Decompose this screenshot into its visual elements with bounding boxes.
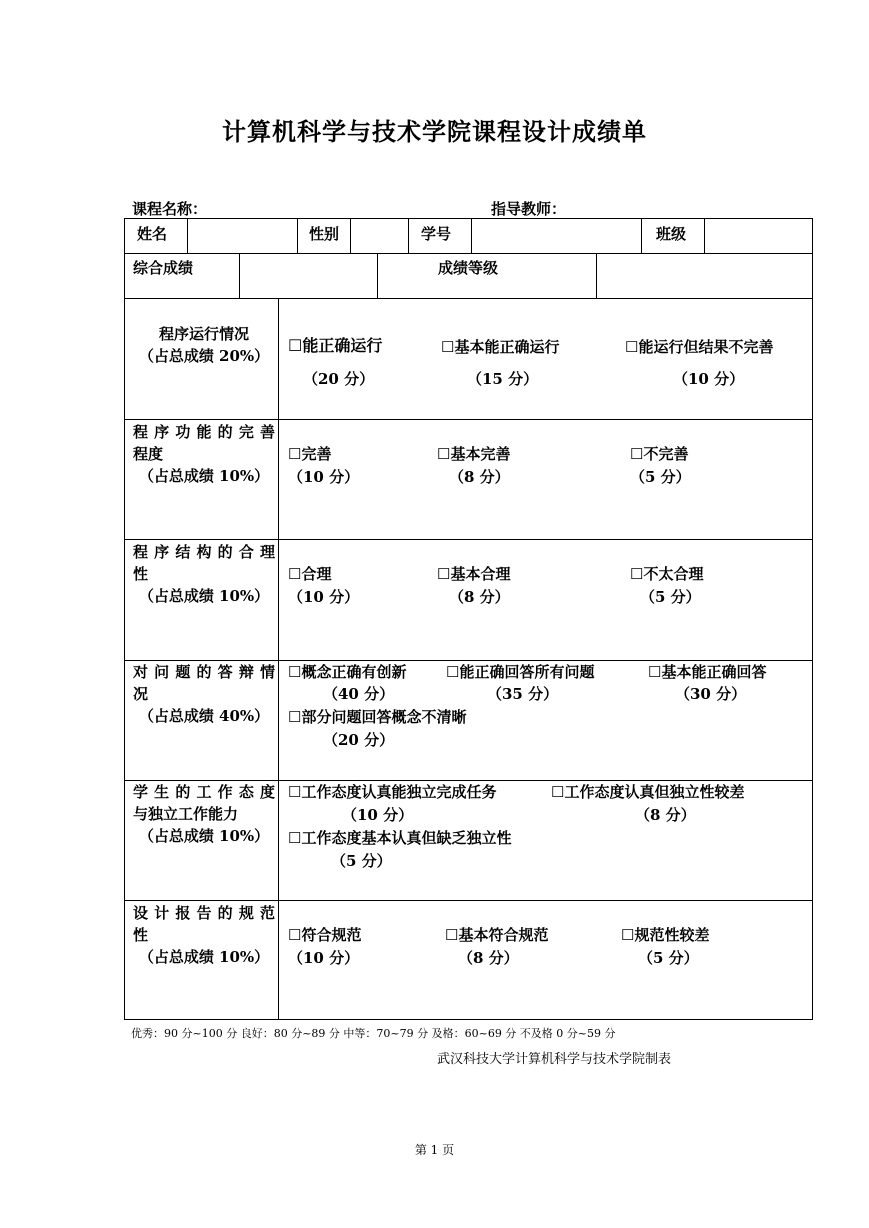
option-basic-reasonable[interactable]: ☐基本合理 [437,565,511,583]
criterion-label-report: 设计报告的规范 性 （占总成绩 10%） [133,904,275,966]
option-reasonable[interactable]: ☐合理 [288,565,332,583]
page-title: 计算机科学与技术学院课程设计成绩单 [222,117,647,146]
score-5: （5 分） [638,949,699,967]
page-number: 第 1 页 [414,1143,455,1157]
checkbox-icon: ☐ [288,336,303,355]
checkbox-icon: ☐ [625,338,639,356]
checkbox-icon: ☐ [630,565,644,583]
option-complete[interactable]: ☐完善 [288,445,332,463]
student-id-label: 学号 [421,225,452,243]
option-partial-unclear[interactable]: ☐部分问题回答概念不清晰 [288,708,467,726]
option-basic-standard[interactable]: ☐基本符合规范 [445,926,549,944]
checkbox-icon: ☐ [288,926,302,944]
class-label: 班级 [656,225,687,243]
option-basic-serious[interactable]: ☐工作态度基本认真但缺乏独立性 [288,829,512,847]
checkbox-icon: ☐ [630,445,644,463]
teacher-label: 指导教师： [491,200,567,218]
score-20: （20 分） [303,370,375,388]
gender-label: 性别 [309,225,340,243]
criterion-label-function: 程序功能的完善 程度 （占总成绩 10%） [133,423,275,485]
course-name-label: 课程名称： [132,200,208,218]
score-15: （15 分） [467,370,539,388]
name-label: 姓名 [137,225,168,243]
score-5: （5 分） [331,852,392,870]
grading-scale-note: 优秀：90 分~100 分 良好：80 分~89 分 中等：70~79 分 及格：60~69 分 不及格 0 分~59 分 [131,1027,616,1040]
checkbox-icon: ☐ [446,663,460,681]
option-serious-less-independent[interactable]: ☐工作态度认真但独立性较差 [551,783,745,801]
checkbox-icon: ☐ [437,445,451,463]
option-standard[interactable]: ☐符合规范 [288,926,362,944]
checkbox-icon: ☐ [551,783,565,801]
option-run-incomplete[interactable]: ☐能运行但结果不完善 [625,338,774,356]
checkbox-icon: ☐ [437,565,451,583]
option-correct-run[interactable]: ☐能正确运行 [288,336,383,355]
option-basic-complete[interactable]: ☐基本完善 [437,445,511,463]
score-10: （10 分） [342,806,414,824]
option-poor-standard[interactable]: ☐规范性较差 [621,926,710,944]
option-not-reasonable[interactable]: ☐不太合理 [630,565,704,583]
option-answer-all[interactable]: ☐能正确回答所有问题 [446,663,595,681]
score-5: （5 分） [640,588,701,606]
score-40: （40 分） [323,685,395,703]
score-8: （8 分） [635,806,696,824]
option-basic-correct-run[interactable]: ☐基本能正确运行 [441,338,560,356]
score-20: （20 分） [323,731,395,749]
option-incomplete[interactable]: ☐不完善 [630,445,689,463]
score-8: （8 分） [449,468,510,486]
checkbox-icon: ☐ [288,829,302,847]
checkbox-icon: ☐ [288,708,302,726]
checkbox-icon: ☐ [445,926,459,944]
score-10: （10 分） [288,468,360,486]
grade-level-label: 成绩等级 [438,259,499,277]
total-score-label: 综合成绩 [133,259,194,277]
score-8: （8 分） [449,588,510,606]
checkbox-icon: ☐ [288,783,302,801]
criterion-label-attitude: 学生的工作态度 与独立工作能力 （占总成绩 10%） [133,783,275,845]
score-10: （10 分） [673,370,745,388]
checkbox-icon: ☐ [648,663,662,681]
criterion-label-running: 程序运行情况 （占总成绩 20%） [138,325,270,365]
score-30: （30 分） [675,685,747,703]
score-5: （5 分） [630,468,691,486]
score-10: （10 分） [288,949,360,967]
checkbox-icon: ☐ [288,565,302,583]
checkbox-icon: ☐ [621,926,635,944]
score-8: （8 分） [458,949,519,967]
score-35: （35 分） [487,685,559,703]
criterion-label-defense: 对问题的答辩情 况 （占总成绩 40%） [133,663,275,725]
option-serious-independent[interactable]: ☐工作态度认真能独立完成任务 [288,783,497,801]
option-concept-innovative[interactable]: ☐概念正确有创新 [288,663,407,681]
criterion-label-structure: 程序结构的合理 性 （占总成绩 10%） [133,543,275,605]
score-10: （10 分） [288,588,360,606]
checkbox-icon: ☐ [441,338,455,356]
checkbox-icon: ☐ [288,663,302,681]
checkbox-icon: ☐ [288,445,302,463]
option-basic-answer[interactable]: ☐基本能正确回答 [648,663,767,681]
issuer-note: 武汉科技大学计算机科学与技术学院制表 [437,1052,672,1067]
grade-table [124,218,813,1020]
